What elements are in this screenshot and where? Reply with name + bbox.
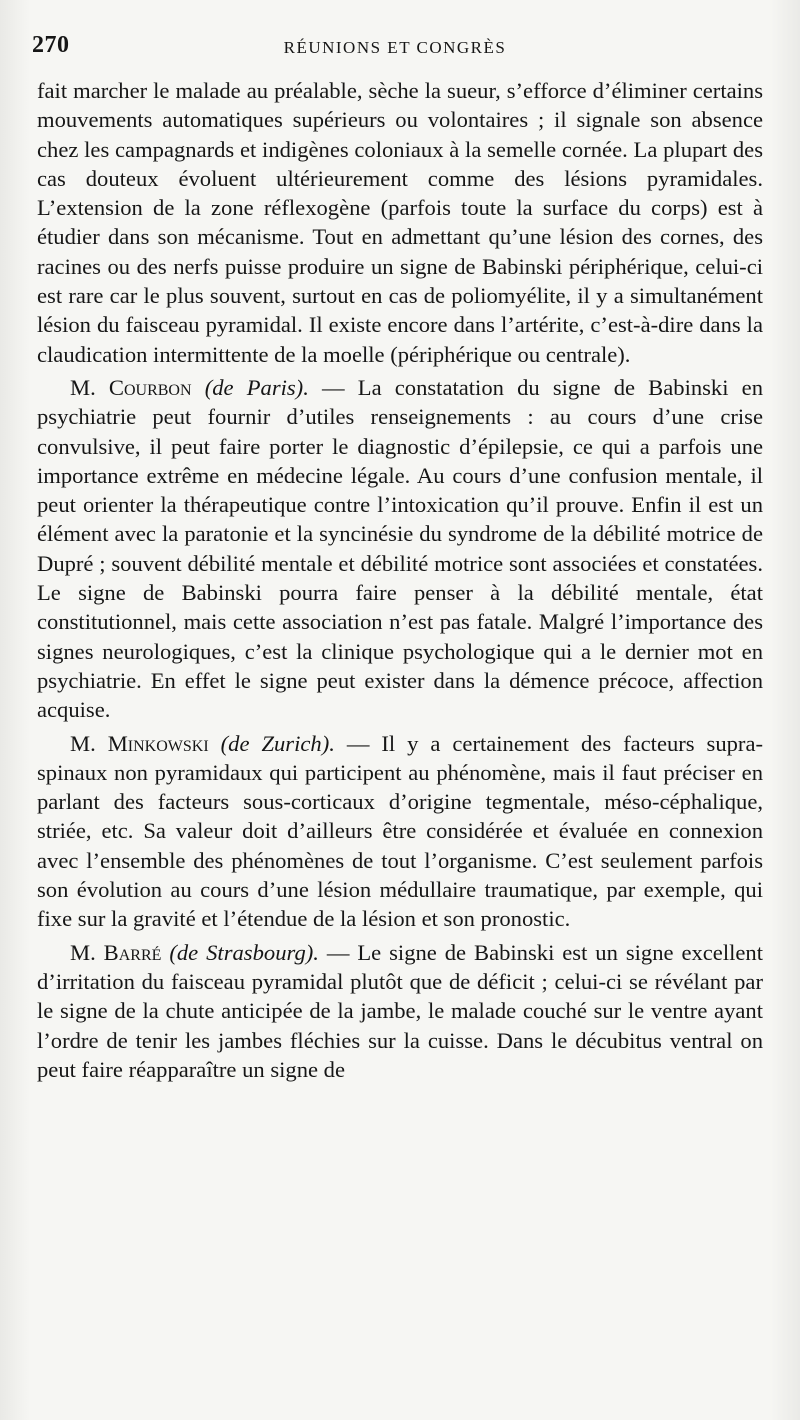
paragraph-continuation: fait marcher le malade au préalable, sèche la sueur, s’efforce d’éliminer certains mouvements automatiques supérieurs ou volontaires ; il signale son absence chez les campagnards et indigènes coloniaux à la semelle cornée. La plupart des cas douteux évoluent ultérieurement comme des lésions pyramidales. L’extension de la zone réflexogène (parfois toute la surface du corps) est à étudier dans son mécanisme. Tout en admettant qu’une lésion des cornes, des racines ou des nerfs puisse produire un signe de Babinski périphérique, celui-ci est rare car le plus souvent, surtout en cas de poliomyélite, il y a simultanément lésion du faisceau pyramidal. Il existe encore dans l’artérite, c’est-à-dire dans la claudication intermittente de la moelle (périphérique ou centrale).	[37, 78, 763, 367]
page-number: 270	[32, 32, 70, 58]
speaker-prefix: M.	[70, 939, 104, 965]
paragraph-courbon	[37, 373, 763, 725]
paragraph-text: — Le signe de Babinski est un signe excellent d’irritation du faisceau pyramidal plutôt que de déficit ; celui-ci se révélant par le signe de la chute anticipée de la jambe, le malade couché sur le ventre ayant l’ordre de tenir les jambes fléchies sur la cuisse. Dans le décubitus ventral on peut faire réapparaître un signe de	[37, 939, 763, 1082]
paragraph-text: — La constatation du signe de Babinski en psychiatrie peut fournir d’utiles renseignements : au cours d’une crise convulsive, il peut faire porter le diagnostic d’épilepsie, ce qui a parfois une importance extrême en médecine légale. Au cours d’une confusion mentale, il peut orienter la thérapeutique contre l’intoxication qu’il prouve. Enfin il est un élément avec la paratonie et la syncinésie du syndrome de la débilité motrice de Dupré ; souvent débilité mentale et débilité motrice sont associées et constatées. Le signe de Babinski pourra faire penser à la débilité mentale, état constitutionnel, mais cette association n’est pas fatale. Malgré l’importance des signes neurologiques, c’est la clinique psychologique qui a le dernier mot en psychiatrie. En effet le signe peut exister dans la démence précoce, affection acquise.	[37, 374, 763, 723]
body-text	[37, 76, 763, 1084]
speaker-name: Barré	[103, 939, 162, 965]
speaker-name: Minkowski	[107, 730, 209, 756]
speaker-affiliation: (de Strasbourg).	[169, 939, 319, 965]
page-header	[32, 32, 758, 62]
paragraph-barre	[37, 938, 763, 1084]
running-head: RÉUNIONS ET CONGRÈS	[283, 38, 507, 57]
speaker-affiliation: (de Paris).	[204, 374, 309, 400]
speaker-name: Courbon	[108, 374, 192, 400]
speaker-affiliation: (de Zurich).	[220, 730, 335, 756]
speaker-prefix: M.	[70, 374, 109, 400]
paragraph-text: — Il y a certainement des facteurs supra-spinaux non pyramidaux qui participent au phénomène, mais il faut préciser en parlant des facteurs sous-corticaux d’origine tegmentale, méso-céphalique, striée, etc. Sa valeur doit d’ailleurs être considérée et évaluée en connexion avec l’ensemble des phénomènes de tout l’organisme. C’est seulement parfois son évolution au cours d’une lésion médullaire traumatique, par exemple, qui fixe sur la gravité et l’étendue de la lésion et son pronostic.	[37, 730, 764, 932]
speaker-prefix: M.	[70, 730, 108, 756]
paragraph-minkowski	[37, 729, 763, 934]
